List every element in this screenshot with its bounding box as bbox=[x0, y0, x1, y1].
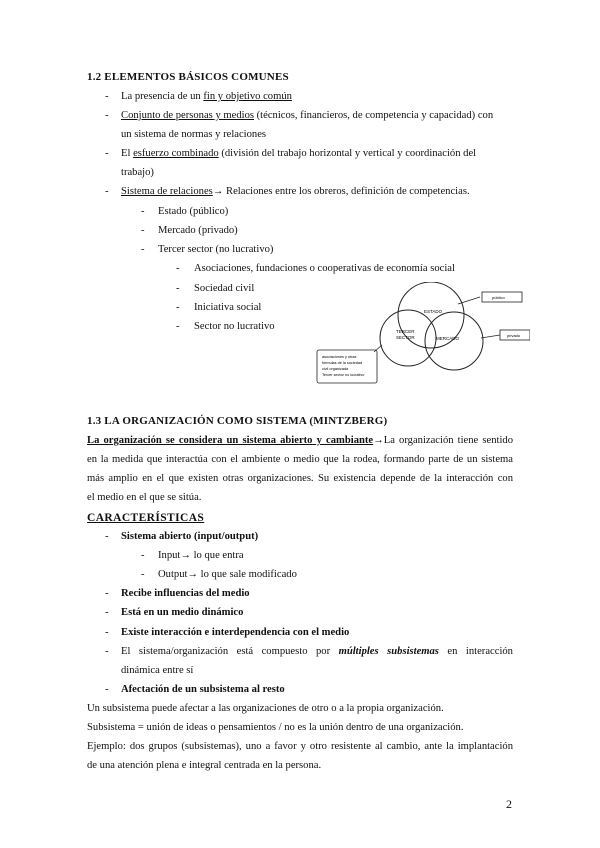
subsublist-dash: - bbox=[176, 263, 180, 274]
list-item: Está en un medio dinámico bbox=[121, 607, 244, 618]
paragraph-line: el medio en el que se sitúa. bbox=[87, 492, 202, 503]
sublist-dash: - bbox=[141, 569, 145, 580]
list-item: Sistema abierto (input/output) bbox=[121, 531, 259, 542]
list-item: Recibe influencias del medio bbox=[121, 588, 250, 599]
subsublist-item: Sociedad civil bbox=[194, 283, 255, 294]
publico-label: público bbox=[492, 295, 505, 300]
list-item-cont: un sistema de normas y relaciones bbox=[121, 129, 267, 140]
list-item: - bbox=[105, 531, 109, 542]
subsublist-item: Sector no lucrativo bbox=[194, 321, 275, 332]
sectors-diagram bbox=[310, 282, 530, 392]
subsublist-item: Iniciativa social bbox=[194, 302, 262, 313]
list-item: Conjunto de personas y medios (técnicos, financieros, de competencia y capacidad) con bbox=[121, 110, 494, 121]
list-item: - bbox=[105, 91, 109, 102]
paragraph-line: más amplio en el que existen otras organizaciones. Su existencia depende de la interacción con bbox=[87, 473, 513, 484]
section-1-2-title: 1.2 ELEMENTOS BÁSICOS COMUNES bbox=[87, 71, 289, 83]
sublist-item: Input→ lo que entra bbox=[158, 550, 244, 561]
box-line: asociaciones y otras bbox=[322, 355, 357, 359]
list-item: - bbox=[105, 148, 109, 159]
box-line: fórmulas de la sociedad bbox=[322, 361, 363, 365]
estado-label: ESTADO bbox=[424, 309, 443, 314]
paragraph-line: La organización se considera un sistema abierto y cambiante→La organización tiene sentido bbox=[87, 435, 513, 446]
list-item: - bbox=[105, 627, 109, 638]
sublist-dash: - bbox=[141, 225, 145, 236]
box-line: Tercer sector no lucrativo bbox=[322, 373, 365, 377]
list-item: La presencia de un fin y objetivo común bbox=[121, 91, 292, 102]
arrow-publico bbox=[458, 297, 480, 304]
sublist-dash: - bbox=[141, 550, 145, 561]
paragraph-line: Ejemplo: dos grupos (subsistemas), uno a favor y otro resistente al cambio, ante la implantación bbox=[87, 741, 513, 752]
list-item: Sistema de relaciones→ Relaciones entre los obreros, definición de competencias. bbox=[121, 186, 470, 197]
list-item: - bbox=[105, 186, 109, 197]
privado-label: privado bbox=[507, 333, 521, 338]
caracteristicas-heading: CARACTERÍSTICAS bbox=[87, 512, 205, 524]
sublist-item: Output→ lo que sale modificado bbox=[158, 569, 297, 580]
tercer-label-2: SECTOR bbox=[396, 335, 415, 340]
subsublist-dash: - bbox=[176, 283, 180, 294]
subsublist-dash: - bbox=[176, 302, 180, 313]
subsublist-dash: - bbox=[176, 321, 180, 332]
list-item-cont: trabajo) bbox=[121, 167, 154, 178]
paragraph-line: Un subsistema puede afectar a las organizaciones de otro o a la propia organización. bbox=[87, 703, 444, 714]
sublist-item: Estado (público) bbox=[158, 206, 229, 217]
sublist-item: Mercado (privado) bbox=[158, 225, 238, 236]
mercado-label: MERCADO bbox=[436, 336, 460, 341]
list-item: Afectación de un subsistema al resto bbox=[121, 684, 285, 695]
box-line: civil organizada bbox=[322, 367, 349, 371]
paragraph-line: Subsistema = unión de ideas o pensamientos / no es la unión dentro de una organización. bbox=[87, 722, 464, 733]
subsublist-item: Asociaciones, fundaciones o cooperativas de economía social bbox=[194, 263, 455, 274]
section-1-3-title: 1.3 LA ORGANIZACIÓN COMO SISTEMA (MINTZBERG) bbox=[87, 415, 388, 427]
list-item: - bbox=[105, 646, 109, 657]
list-item: - bbox=[105, 110, 109, 121]
arrow-privado bbox=[481, 335, 500, 338]
sublist-dash: - bbox=[141, 206, 145, 217]
sublist-dash: - bbox=[141, 244, 145, 255]
tercer-label-1: TERCER bbox=[396, 329, 415, 334]
sublist-item: Tercer sector (no lucrativo) bbox=[158, 244, 274, 255]
list-item-cont: dinámica entre sí bbox=[121, 665, 194, 676]
page-number: 2 bbox=[506, 797, 512, 811]
list-item: El sistema/organización está compuesto por múltiples subsistemas en interacción bbox=[121, 646, 513, 657]
arrow-tercer bbox=[374, 345, 382, 352]
paragraph-line: de una atención plena e integral centrada en la persona. bbox=[87, 760, 322, 771]
list-item: - bbox=[105, 684, 109, 695]
mercado-circle bbox=[425, 312, 483, 370]
list-item: Existe interacción e interdependencia con el medio bbox=[121, 627, 350, 638]
list-item: El esfuerzo combinado (división del trabajo horizontal y vertical y coordinación del bbox=[121, 148, 477, 159]
paragraph-line: en la medida que interactúa con el ambiente o medio que la rodea, formando parte de un sistema bbox=[87, 454, 513, 465]
list-item: - bbox=[105, 588, 109, 599]
list-item: - bbox=[105, 607, 109, 618]
